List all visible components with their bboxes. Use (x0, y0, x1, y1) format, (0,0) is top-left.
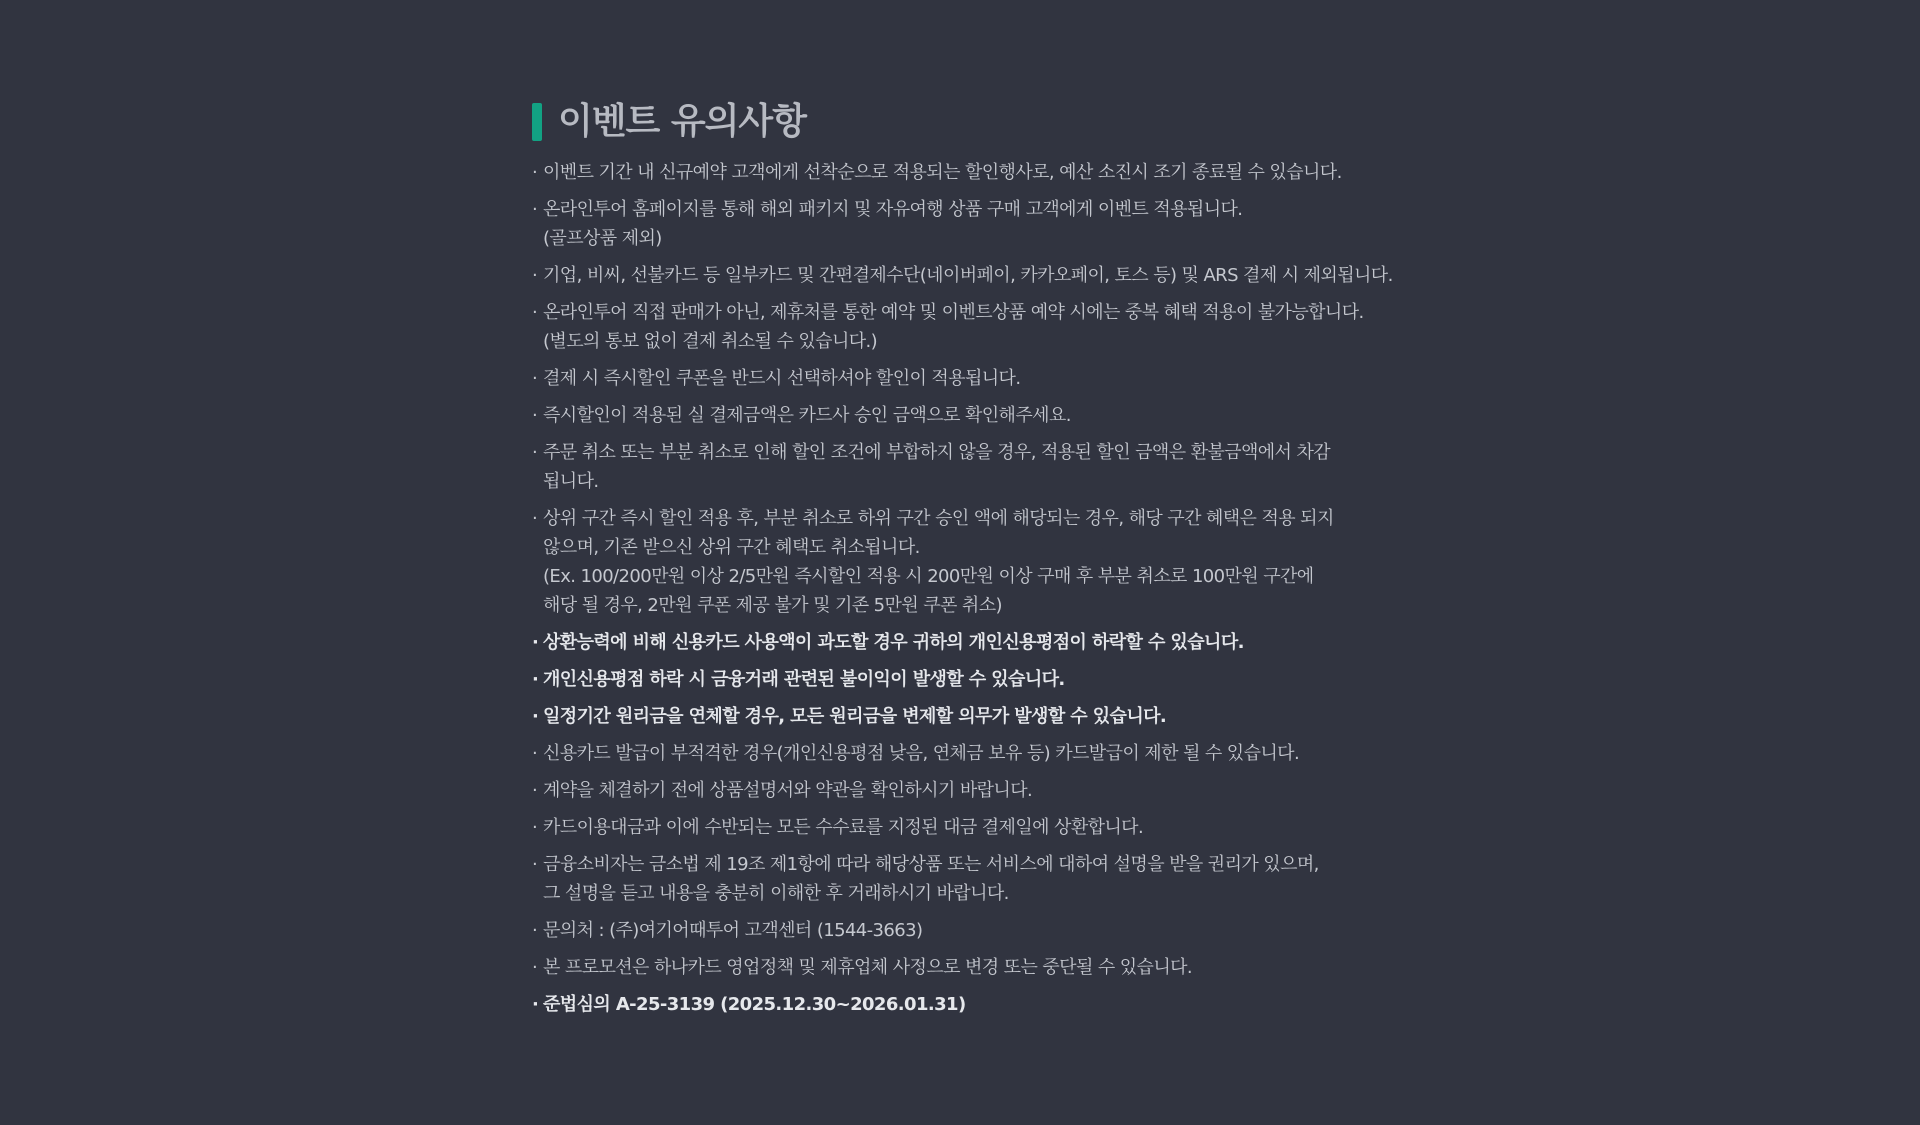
notice-item (532, 813, 1392, 842)
notice-header (532, 98, 1392, 146)
notice-item (532, 990, 1392, 1019)
notice-item-line: 온라인투어 직접 판매가 아닌, 제휴처를 통한 예약 및 이벤트상품 예약 시에는 중복 혜택 적용이 불가능합니다. (543, 302, 1364, 323)
notice-item-line: 카드이용대금과 이에 수반되는 모든 수수료를 지정된 대금 결제일에 상환합니다. (543, 817, 1144, 838)
bullet-dot: · (532, 442, 538, 463)
notice-item-text (543, 298, 1364, 356)
notice-item (532, 850, 1392, 908)
notice-item-text (543, 739, 1299, 768)
notice-item (532, 364, 1392, 393)
notice-item-line: 주문 취소 또는 부분 취소로 인해 할인 조건에 부합하지 않을 경우, 적용된 할인 금액은 환불금액에서 차감 (543, 442, 1331, 463)
notice-item (532, 776, 1392, 805)
bullet-dot: · (532, 854, 538, 875)
notice-item-text (543, 665, 1065, 694)
notice-item (532, 916, 1392, 945)
title-accent-bar (532, 103, 542, 141)
notice-item-line: 이벤트 기간 내 신규예약 고객에게 선착순으로 적용되는 할인행사로, 예산 소진시 조기 종료될 수 있습니다. (543, 162, 1342, 183)
bullet-dot: · (532, 405, 538, 426)
notice-list (532, 158, 1392, 1019)
notice-item (532, 665, 1392, 694)
notice-item-line: 기업, 비씨, 선불카드 등 일부카드 및 간편결제수단(네이버페이, 카카오페이, 토스 등) 및 ARS 결제 시 제외됩니다. (543, 265, 1393, 286)
notice-item (532, 401, 1392, 430)
notice-item-line: (별도의 통보 없이 결제 취소될 수 있습니다.) (543, 331, 878, 352)
notice-item (532, 628, 1392, 657)
bullet-dot: · (532, 265, 538, 286)
notice-item-line: (골프상품 제외) (543, 228, 662, 249)
notice-item-text (543, 776, 1032, 805)
bullet-dot: · (532, 368, 538, 389)
notice-item-text (543, 628, 1244, 657)
notice-item-text (543, 158, 1342, 187)
notice-item-text (543, 364, 1020, 393)
notice-item-text (543, 702, 1166, 731)
event-notice-section (532, 98, 1392, 1027)
notice-item-text (543, 504, 1334, 620)
notice-item (532, 438, 1392, 496)
notice-item-text (543, 953, 1192, 982)
notice-item-line: 문의처 : (주)여기어때투어 고객센터 (1544-3663) (543, 920, 923, 941)
notice-item-text (543, 916, 922, 945)
notice-item (532, 739, 1392, 768)
notice-item-text (543, 195, 1242, 253)
notice-item (532, 953, 1392, 982)
bullet-dot: · (532, 508, 538, 529)
bullet-dot: · (532, 780, 538, 801)
bullet-dot: · (532, 162, 538, 183)
notice-item (532, 504, 1392, 620)
notice-item-text (543, 990, 966, 1019)
notice-item-text (543, 438, 1330, 496)
notice-item-line: 않으며, 기존 받으신 상위 구간 혜택도 취소됩니다. (543, 537, 920, 558)
bullet-dot: · (532, 994, 539, 1015)
notice-item-text (543, 850, 1319, 908)
notice-item-line: 일정기간 원리금을 연체할 경우, 모든 원리금을 변제할 의무가 발생할 수 있습니다. (543, 706, 1167, 727)
bullet-dot: · (532, 632, 539, 653)
bullet-dot: · (532, 706, 539, 727)
bullet-dot: · (532, 957, 538, 978)
notice-item-line: 해당 될 경우, 2만원 쿠폰 제공 불가 및 기존 5만원 쿠폰 취소) (543, 595, 1002, 616)
notice-item-line: 금융소비자는 금소법 제 19조 제1항에 따라 해당상품 또는 서비스에 대하여 설명을 받을 권리가 있으며, (543, 854, 1319, 875)
notice-item-line: (Ex. 100/200만원 이상 2/5만원 즉시할인 적용 시 200만원 이상 구매 후 부분 취소로 100만원 구간에 (543, 566, 1314, 587)
notice-item-text (543, 261, 1393, 290)
notice-item-line: 본 프로모션은 하나카드 영업정책 및 제휴업체 사정으로 변경 또는 중단될 수 있습니다. (543, 957, 1193, 978)
bullet-dot: · (532, 199, 538, 220)
bullet-dot: · (532, 920, 538, 941)
notice-item-line: 상환능력에 비해 신용카드 사용액이 과도할 경우 귀하의 개인신용평점이 하락할 수 있습니다. (543, 632, 1244, 653)
notice-title: 이벤트 유의사항 (558, 101, 806, 142)
notice-item (532, 702, 1392, 731)
bullet-dot: · (532, 669, 539, 690)
bullet-dot: · (532, 743, 538, 764)
notice-item (532, 298, 1392, 356)
notice-item-text (543, 813, 1143, 842)
notice-item-line: 신용카드 발급이 부적격한 경우(개인신용평점 낮음, 연체금 보유 등) 카드발급이 제한 될 수 있습니다. (543, 743, 1300, 764)
notice-item (532, 195, 1392, 253)
notice-item-line: 됩니다. (543, 471, 599, 492)
notice-item (532, 261, 1392, 290)
notice-item-line: 온라인투어 홈페이지를 통해 해외 패키지 및 자유여행 상품 구매 고객에게 이벤트 적용됩니다. (543, 199, 1243, 220)
notice-item-text (543, 401, 1071, 430)
bullet-dot: · (532, 302, 538, 323)
notice-item (532, 158, 1392, 187)
notice-item-line: 계약을 체결하기 전에 상품설명서와 약관을 확인하시기 바랍니다. (543, 780, 1033, 801)
notice-item-line: 상위 구간 즉시 할인 적용 후, 부분 취소로 하위 구간 승인 액에 해당되는 경우, 해당 구간 혜택은 적용 되지 (543, 508, 1334, 529)
notice-item-line: 개인신용평점 하락 시 금융거래 관련된 불이익이 발생할 수 있습니다. (543, 669, 1065, 690)
bullet-dot: · (532, 817, 538, 838)
notice-item-line: 준법심의 A-25-3139 (2025.12.30~2026.01.31) (543, 994, 966, 1015)
notice-item-line: 즉시할인이 적용된 실 결제금액은 카드사 승인 금액으로 확인해주세요. (543, 405, 1071, 426)
notice-item-line: 그 설명을 듣고 내용을 충분히 이해한 후 거래하시기 바랍니다. (543, 883, 1009, 904)
notice-item-line: 결제 시 즉시할인 쿠폰을 반드시 선택하셔야 할인이 적용됩니다. (543, 368, 1021, 389)
